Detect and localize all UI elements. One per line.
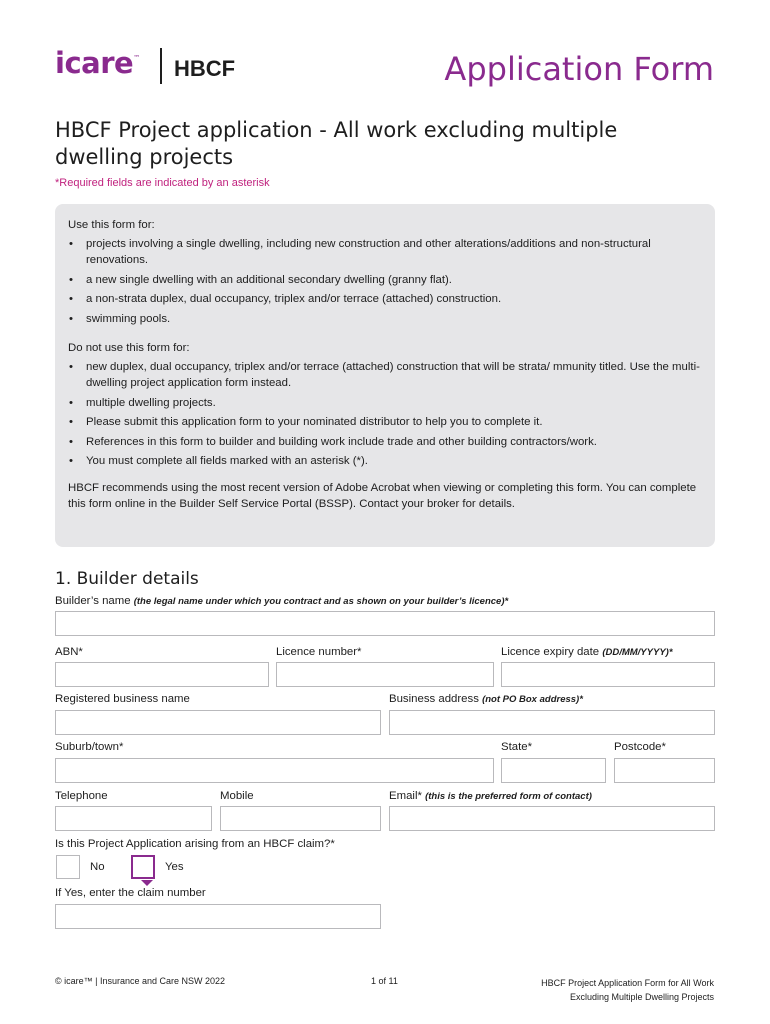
list-item: • You must complete all fields marked with an asterisk (*).	[68, 453, 702, 470]
document-type: Application Form	[444, 50, 714, 88]
email-label: Email* (this is the preferred form of contact)	[389, 790, 592, 802]
yes-checkbox[interactable]	[131, 855, 155, 879]
no-label: No	[90, 861, 105, 873]
licence-number-field[interactable]	[276, 662, 494, 687]
abn-field[interactable]	[55, 662, 269, 687]
instructions-box	[55, 204, 715, 547]
required-note: *Required fields are indicated by an asterisk	[55, 177, 270, 189]
postcode-label: Postcode*	[614, 741, 666, 753]
claim-number-label: If Yes, enter the claim number	[55, 887, 206, 899]
postcode-field[interactable]	[614, 758, 715, 783]
footer-document-title	[541, 976, 714, 1004]
builder-name-field[interactable]	[55, 611, 715, 636]
page-title: HBCF Project application - All work excluding multiple dwelling projects	[55, 118, 618, 169]
mobile-label: Mobile	[220, 790, 254, 802]
list-item: • multiple dwelling projects.	[68, 395, 702, 412]
list-item: • projects involving a single dwelling, including new construction and other alterations/additions and non-structural renovations.	[68, 236, 702, 269]
footer-copyright: © icare™ | Insurance and Care NSW 2022	[55, 976, 226, 986]
claim-question: Is this Project Application arising from an HBCF claim?*	[55, 838, 335, 850]
suburb-field[interactable]	[55, 758, 494, 783]
registered-business-label: Registered business name	[55, 693, 190, 705]
state-label: State*	[501, 741, 533, 753]
list-item: • References in this form to builder and building work include trade and other building contractors/work.	[68, 434, 702, 451]
licence-expiry-field[interactable]	[501, 662, 715, 687]
page-number: 1 of 11	[371, 976, 398, 986]
footer-doc-line: Excluding Multiple Dwelling Projects	[569, 992, 714, 1002]
use-list	[68, 236, 702, 328]
list-item: • Please submit this application form to your nominated distributor to help you to complete it.	[68, 414, 702, 431]
focus-indicator	[141, 880, 153, 886]
use-intro: Use this form for:	[68, 219, 155, 231]
telephone-label: Telephone	[55, 790, 108, 802]
not-use-intro: Do not use this form for:	[68, 342, 190, 354]
footer-doc-line: HBCF Project Application Form for All Work	[541, 978, 714, 988]
list-item: • a new single dwelling with an additional secondary dwelling (granny flat).	[68, 272, 702, 289]
mobile-field[interactable]	[220, 806, 381, 831]
list-item: • new duplex, dual occupancy, triplex and/or terrace (attached) construction that will be strata/ mmunity titled. Use the multi-dwelling project application form instead.	[68, 359, 702, 392]
business-address-label: Business address (not PO Box address)*	[389, 693, 583, 705]
abn-label: ABN*	[55, 646, 83, 658]
business-address-field[interactable]	[389, 710, 715, 735]
program-name: HBCF	[174, 56, 236, 81]
no-checkbox[interactable]	[56, 855, 80, 879]
list-item: • swimming pools.	[68, 311, 702, 328]
builder-name-label: Builder’s name (the legal name under which you contract and as shown on your builder’s licence)*	[55, 595, 509, 607]
yes-label: Yes	[165, 861, 184, 873]
state-field[interactable]	[501, 758, 606, 783]
logo-divider	[160, 48, 162, 84]
registered-business-field[interactable]	[55, 710, 381, 735]
telephone-field[interactable]	[55, 806, 212, 831]
list-item: • a non-strata duplex, dual occupancy, triplex and/or terrace (attached) construction.	[68, 291, 702, 308]
licence-expiry-label: Licence expiry date (DD/MM/YYYY)*	[501, 646, 673, 658]
icare-logo: icare™	[55, 46, 140, 80]
email-field[interactable]	[389, 806, 715, 831]
suburb-label: Suburb/town*	[55, 741, 124, 753]
not-use-list	[68, 359, 702, 470]
section-heading: 1. Builder details	[55, 569, 199, 589]
claim-number-field[interactable]	[55, 904, 381, 929]
recommendation-text: HBCF recommends using the most recent version of Adobe Acrobat when viewing or completing this form. You can complete this form online in the Builder Self Service Portal (BSSP). Contact your broker for details.	[68, 481, 697, 510]
licence-number-label: Licence number*	[276, 646, 362, 658]
